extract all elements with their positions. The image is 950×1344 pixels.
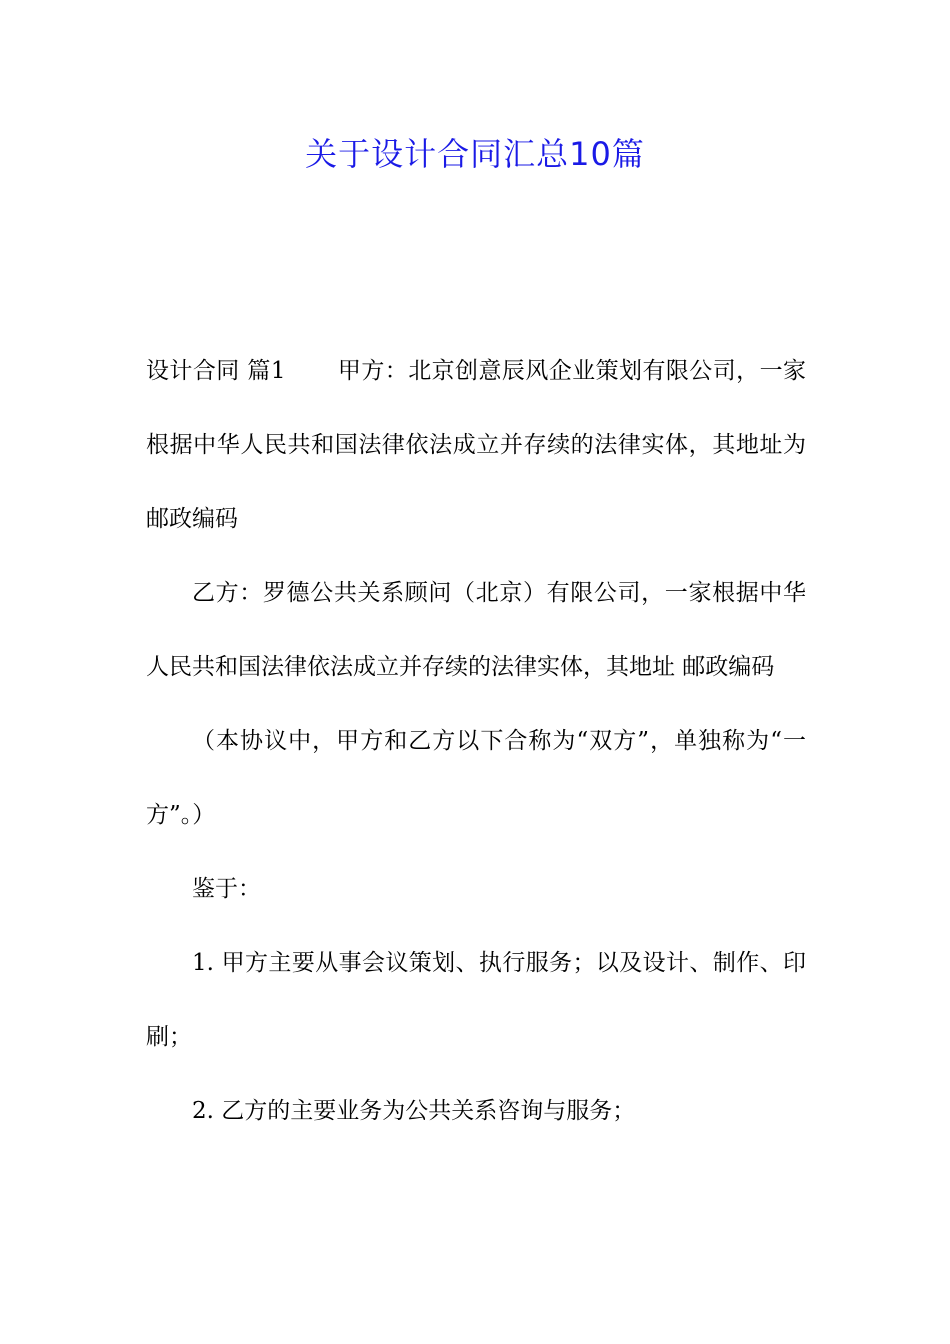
paragraph-item-2: 2. 乙方的主要业务为公共关系咨询与服务； [192, 1098, 636, 1124]
section-label: 设计合同 篇1 [146, 358, 286, 384]
paragraph-definitions: （本协议中，甲方和乙方以下合称为“双方”，单独称为“一方”。） [146, 728, 806, 828]
document-title: 关于设计合同汇总10篇 [305, 135, 645, 173]
paragraph-item-1: 1. 甲方主要从事会议策划、执行服务；以及设计、制作、印刷； [146, 950, 806, 1050]
document-body [146, 334, 806, 1148]
paragraph-whereas: 鉴于： [192, 876, 261, 902]
paragraph-party-a [146, 334, 806, 556]
paragraph-party-b: 乙方：罗德公共关系顾问（北京）有限公司，一家根据中华人民共和国法律依法成立并存续的法律实体，其地址 邮政编码 [146, 580, 806, 680]
party-a-text: 甲方：北京创意辰风企业策划有限公司，一家根据中华人民共和国法律依法成立并存续的法律实体，其地址为 邮政编码 [146, 358, 806, 532]
